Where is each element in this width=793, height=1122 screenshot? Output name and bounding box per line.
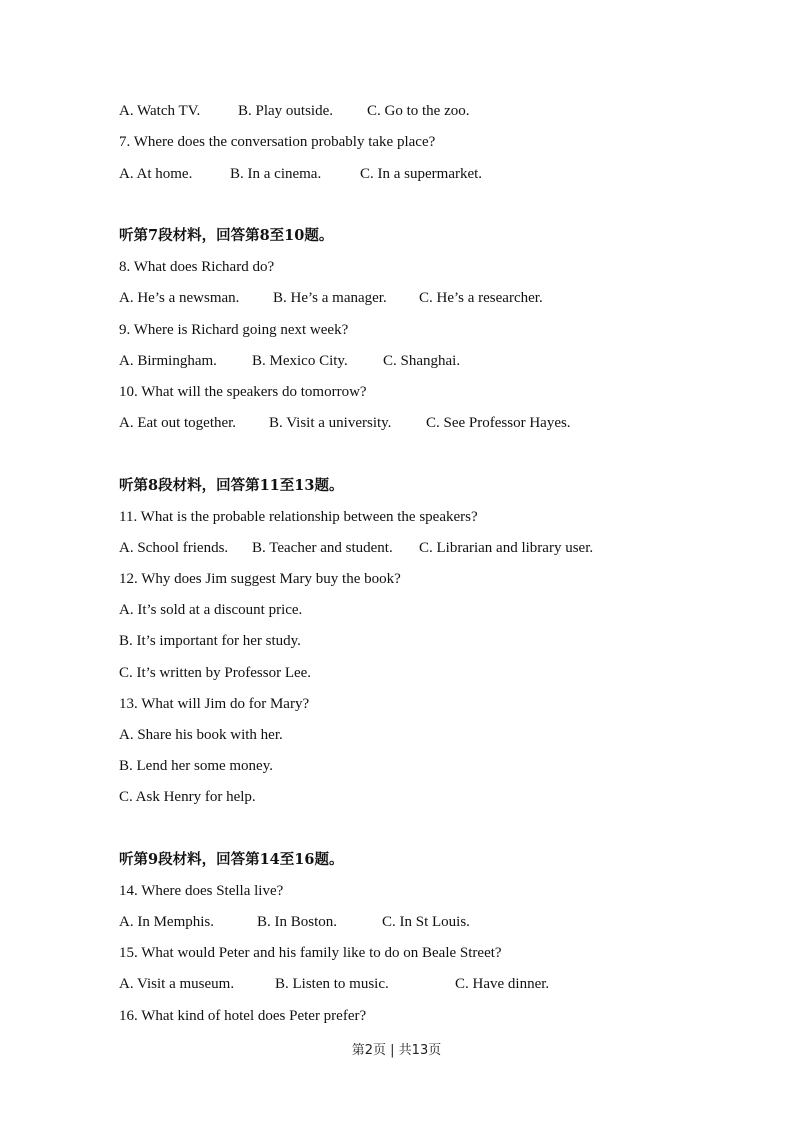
q7-question: 7. Where does the conversation probably take place? bbox=[119, 134, 436, 150]
q15-option-a: A. Visit a museum. bbox=[119, 976, 235, 992]
section7-heading: 听第7段材料，回答第8至10题。 bbox=[119, 227, 334, 244]
q14-question: 14. Where does Stella live? bbox=[119, 883, 284, 899]
q7-option-c: C. In a supermarket. bbox=[360, 166, 483, 182]
q7-option-b: B. In a cinema. bbox=[230, 166, 322, 182]
q10-question: 10. What will the speakers do tomorrow? bbox=[119, 384, 367, 400]
q10-option-a: A. Eat out together. bbox=[119, 415, 237, 431]
q12-question: 12. Why does Jim suggest Mary buy the book? bbox=[119, 571, 401, 587]
q9-question: 9. Where is Richard going next week? bbox=[119, 322, 349, 338]
section9-heading: 听第9段材料，回答第14至16题。 bbox=[119, 851, 344, 868]
q6-option-b: B. Play outside. bbox=[238, 103, 334, 119]
section8-heading: 听第8段材料，回答第11至13题。 bbox=[119, 477, 344, 494]
q9-option-b: B. Mexico City. bbox=[252, 353, 348, 369]
q11-option-b: B. Teacher and student. bbox=[252, 540, 393, 556]
q8-option-b: B. He’s a manager. bbox=[273, 290, 387, 306]
q6-option-c: C. Go to the zoo. bbox=[367, 103, 470, 119]
q15-option-b: B. Listen to music. bbox=[275, 976, 389, 992]
q11-option-a: A. School friends. bbox=[119, 540, 229, 556]
q15-question: 15. What would Peter and his family like to do on Beale Street? bbox=[119, 945, 502, 961]
page-footer: 第2页 | 共13页 bbox=[351, 1043, 442, 1058]
q14-option-b: B. In Boston. bbox=[257, 914, 338, 930]
q14-option-c: C. In St Louis. bbox=[382, 914, 470, 930]
q11-question: 11. What is the probable relationship between the speakers? bbox=[119, 509, 478, 525]
q13-option-b: B. Lend her some money. bbox=[119, 758, 273, 774]
q10-option-b: B. Visit a university. bbox=[269, 415, 392, 431]
q7-option-a: A. At home. bbox=[119, 166, 193, 182]
q13-question: 13. What will Jim do for Mary? bbox=[119, 696, 310, 712]
q12-option-c: C. It’s written by Professor Lee. bbox=[119, 665, 312, 681]
q13-option-a: A. Share his book with her. bbox=[119, 727, 283, 743]
q13-option-c: C. Ask Henry for help. bbox=[119, 789, 256, 805]
q8-option-c: C. He’s a researcher. bbox=[419, 290, 543, 306]
q12-option-b: B. It’s important for her study. bbox=[119, 633, 301, 649]
q14-option-a: A. In Memphis. bbox=[119, 914, 214, 930]
q9-option-a: A. Birmingham. bbox=[119, 353, 217, 369]
q6-option-a: A. Watch TV. bbox=[119, 103, 201, 119]
q15-option-c: C. Have dinner. bbox=[455, 976, 550, 992]
q11-option-c: C. Librarian and library user. bbox=[419, 540, 594, 556]
q10-option-c: C. See Professor Hayes. bbox=[426, 415, 571, 431]
q16-question: 16. What kind of hotel does Peter prefer? bbox=[119, 1008, 367, 1024]
q9-option-c: C. Shanghai. bbox=[383, 353, 461, 369]
q12-option-a: A. It’s sold at a discount price. bbox=[119, 602, 303, 618]
q8-option-a: A. He’s a newsman. bbox=[119, 290, 240, 306]
q8-question: 8. What does Richard do? bbox=[119, 259, 275, 275]
